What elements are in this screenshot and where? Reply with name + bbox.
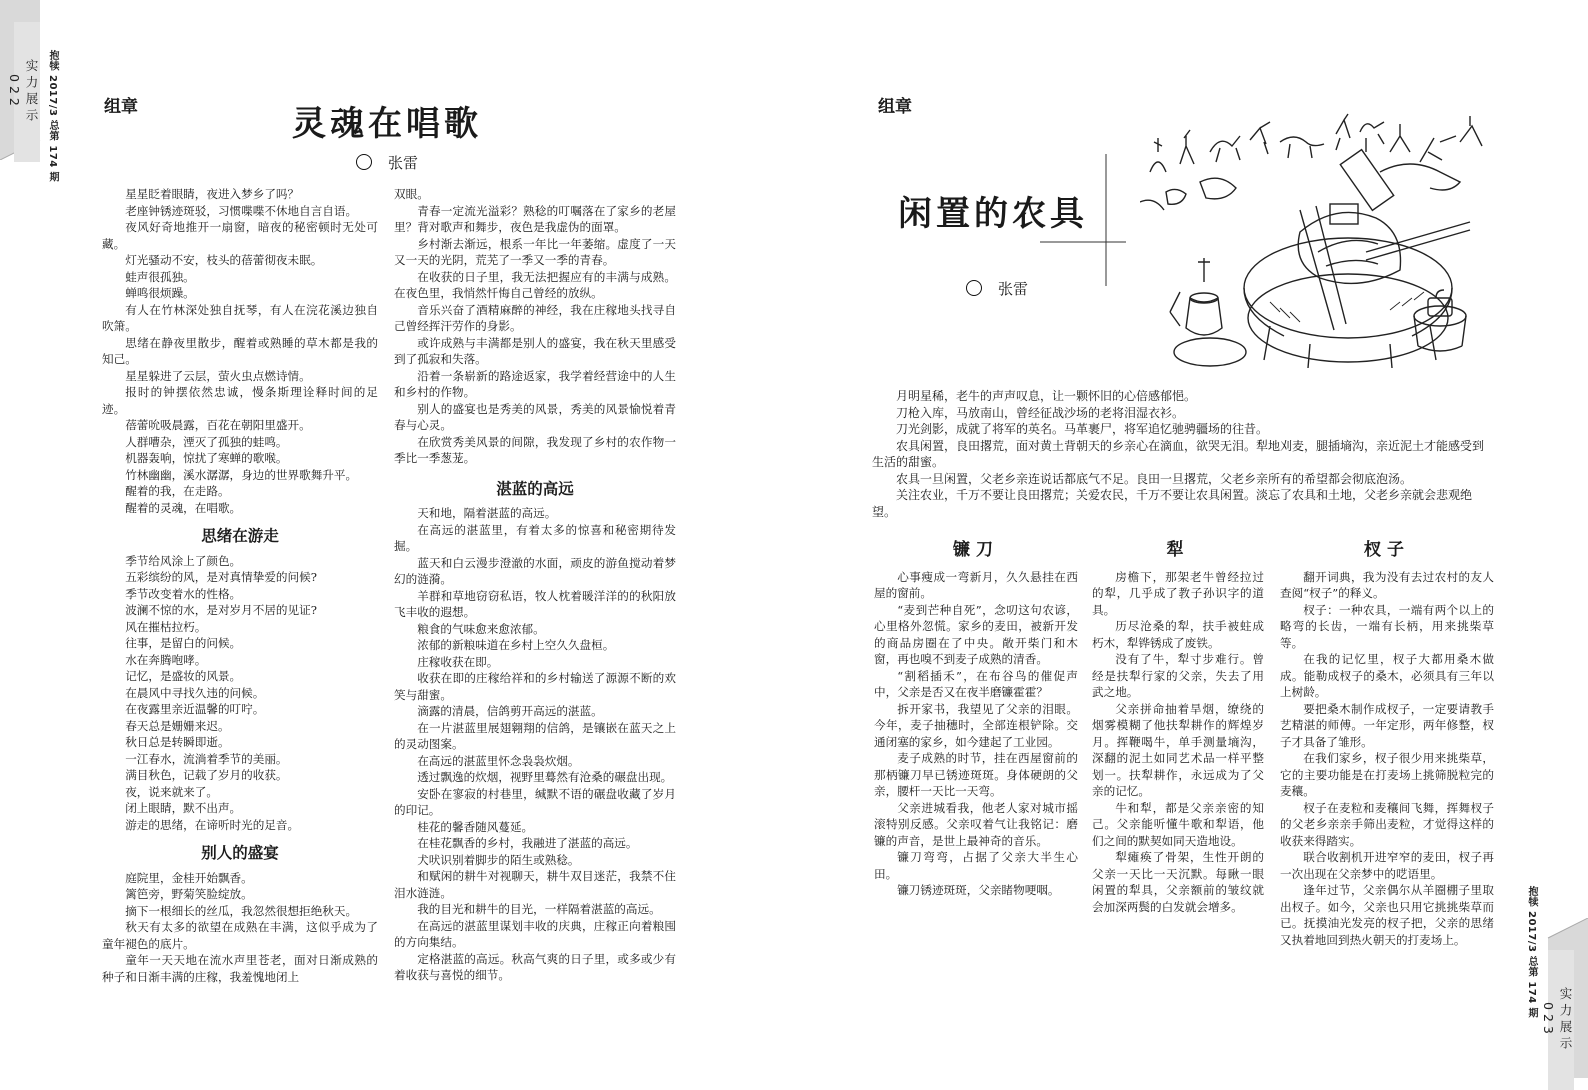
paragraph: 双眼。 [394, 187, 429, 201]
author-line [356, 152, 418, 173]
author-name: 张雷 [388, 154, 419, 172]
paragraph: 犁瘫痪了骨架，生性开朗的父亲一天比一天沉默。每瞅一眼闲置的犁具，父亲额前的皱纹就会加深两鬓的白发就会增多。 [1092, 850, 1264, 914]
paragraph: 沿着一条崭新的路途返家，我学着经营途中的人生和乡村的作物。 [394, 368, 676, 399]
paragraph: 在我的记忆里，杈子大都用桑木做成。能勒成杈子的桑木，必须具有三年以上树龄。 [1280, 652, 1494, 699]
col2-top-paragraphs [394, 186, 676, 467]
paragraph: 童年一天天地在流水声里苍老，面对日渐成熟的种子和日渐丰满的庄稼，我羞愧地闭上 [102, 953, 378, 984]
col1-bottom-paragraphs [102, 870, 378, 986]
paragraph: 音乐兴奋了酒精麻醉的神经，我在庄稼地头找寻自己曾经挥汗劳作的身影。 [394, 302, 676, 333]
paragraph: 水在奔腾咆哮。 [125, 652, 207, 667]
sickle-paragraphs [874, 569, 1078, 899]
right-column-plough [1092, 542, 1264, 915]
paragraph: 浓郁的新粮味道在乡村上空久久盘桓。 [417, 638, 615, 652]
subheading: 别人的盛宴 [201, 844, 279, 862]
paragraph: 庄稼收获在即。 [417, 654, 499, 669]
paragraph: 蓓蕾吮吸晨露，百花在朝阳里盛开。 [125, 418, 311, 432]
right-column-sickle [874, 542, 1078, 899]
paragraph: 滴露的清晨，信鸽剪开高远的湛蓝。 [417, 704, 603, 718]
section-label: 组章 [104, 97, 138, 117]
subheading: 思绪在游走 [201, 527, 279, 545]
paragraph: 在晨风中寻找久违的问候。 [125, 685, 265, 700]
pitchfork-paragraphs [1280, 569, 1494, 949]
left-column-1 [102, 186, 378, 985]
paragraph: 我的目光和耕牛的目光，一样隔着湛蓝的高远。 [417, 902, 661, 916]
paragraph: 一江春水，流淌着季节的美丽。 [125, 751, 288, 766]
right-column-pitchfork [1280, 542, 1494, 948]
paragraph: 父亲拼命抽着旱烟，缭绕的烟雾模糊了他扶犁耕作的辉煌岁月。挥鞭喝牛，单手测量墒沟，深翻的泥土如同艺术品一样平整划一。扶犁耕作，永远成为了父亲的记忆。 [1092, 701, 1264, 798]
paragraph: 蛙声很孤独。 [125, 269, 195, 284]
paragraph: 麦子成熟的时节，挂在西屋窗前的那柄镰刀早已锈迹斑斑。身体硬朗的父亲，腰杆一天比一天弯。 [874, 751, 1078, 798]
paragraph: 春天总是姗姗来迟。 [125, 718, 230, 733]
paragraph: 刀光剑影，成就了将军的英名。马革裹尸，将军追忆驰骋疆场的往昔。 [896, 422, 1269, 436]
paragraph: 报时的钟摆依然忠诚，慢条斯理诠释时间的足迹。 [102, 385, 378, 416]
paragraph: 历尽沧桑的犁，扶手被蛀成朽木，犁铧锈成了废铁。 [1092, 619, 1264, 650]
paragraph: 别人的盛宴也是秀美的风景，秀美的风景愉悦着青春与心灵。 [394, 401, 676, 432]
side-tab-label: 实力展示 [1558, 987, 1573, 1053]
col2-bottom-paragraphs [394, 505, 676, 984]
paragraph: 羊群和草地窃窃私语，牧人枕着暖洋洋的的秋阳放飞丰收的遐想。 [394, 588, 676, 619]
paragraph: 安卧在寥寂的村巷里，缄默不语的碾盘收藏了岁月的印记。 [394, 786, 676, 817]
paragraph: 秋天有太多的欲望在成熟在丰满，这似乎成为了童年褪色的底片。 [102, 920, 378, 951]
paragraph: 竹林幽幽，溪水潺潺，身边的世界歌舞升平。 [125, 467, 358, 482]
author-name: 张雷 [998, 280, 1029, 298]
column-heading-pitchfork: 杈子 [1364, 540, 1410, 560]
paragraph: “割稻插禾”，在布谷鸟的催促声中，父亲是否又在夜半磨镰霍霍？ [874, 668, 1078, 699]
paragraph: 拆开家书，我望见了父亲的泪眼。今年，麦子抽穗时，全部连根铲除。交通闭塞的家乡，如今建起了工业园。 [874, 701, 1078, 749]
paragraph: 父亲进城看我，他老人家对城市摇滚特别反感。父亲叹着气让我铭记：磨镰的声音，是世上最神奇的音乐。 [874, 800, 1078, 848]
paragraph: 收获在即的庄稼给祥和的乡村输送了源源不断的欢笑与甜蜜。 [394, 671, 676, 702]
paragraph: 摘下一根细长的丝瓜，我忽然很想拒绝秋天。 [125, 903, 358, 918]
paragraph: 在高远的湛蓝里，有着太多的惊喜和秘密期待发掘。 [394, 522, 676, 553]
paragraph: 星星眨着眼睛，夜进入梦乡了吗？ [125, 187, 300, 201]
paragraph: 在我们家乡，杈子很少用来挑柴草，它的主要功能是在打麦场上挑筛脱粒完的麦穰。 [1280, 751, 1494, 798]
paragraph: 醒着的我，在走路。 [125, 484, 230, 498]
paragraph: 关注农业，千万不要让良田撂荒；关爱农民，千万不要让农具闲置。淡忘了农具和土地，父老乡亲就会悲观绝望。 [872, 488, 1473, 519]
paragraph: 镰刀锈迹斑斑，父亲睹物哽咽。 [897, 883, 1060, 897]
author-line [966, 278, 1028, 299]
side-tab-right [1541, 950, 1574, 1090]
paragraph: 季节改变着水的性格。 [125, 586, 242, 601]
paragraph: 刀枪入库，马放南山，曾经征战沙场的老将泪湿衣衫。 [896, 405, 1185, 420]
title-cross-lines [1040, 150, 1130, 290]
paragraph: 机器轰响，惊扰了寒蝉的歌喉。 [125, 451, 288, 465]
paragraph: 老座钟锈迹斑驳，习惯喋喋不休地自言自语。 [125, 203, 358, 218]
paragraph: 秋日总是转瞬即逝。 [125, 735, 230, 749]
paragraph: 夜风好奇地推开一扇窗，暗夜的秘密顿时无处可藏。 [102, 220, 378, 251]
paragraph: 往事，是留白的问候。 [125, 636, 242, 650]
paragraph: 犬吠识别着脚步的陌生或熟稔。 [417, 852, 580, 867]
paragraph: 乡村渐去渐远，根系一年比一年萎缩。虚度了一天又一天的光阴，荒芜了一季又一季的青春。 [394, 236, 676, 267]
issue-info-right: 抱犊 2017/3 总第 174 期 [1526, 886, 1537, 1019]
paragraph: 在高远的湛蓝里谋划丰收的庆典，庄稼正向着粮囤的方向集结。 [394, 918, 676, 949]
paragraph: 定格湛蓝的高远。秋高气爽的日子里，或多或少有着收获与喜悦的细节。 [394, 951, 676, 982]
paragraph: 在高远的湛蓝里怀念袅袅炊烟。 [417, 753, 580, 768]
paragraph: “麦到芒种自死”，念叨这句农谚，心里格外忽慌。家乡的麦田，被新开发的商品房圈在了中央。敞开柴门和木窗，再也嗅不到麦子成熟的清香。 [874, 602, 1078, 666]
page-number: 022 [7, 74, 22, 110]
paragraph: 庭院里，金桂开始飘香。 [125, 870, 253, 885]
paragraph: 没有了牛，犁寸步难行。曾经是扶犁行家的父亲，失去了用武之地。 [1092, 652, 1264, 699]
paragraph: 星星躲进了云层，萤火虫点燃诗情。 [125, 368, 311, 383]
column-heading-sickle: 镰刀 [953, 540, 999, 560]
paragraph: 在桂花飘香的乡村，我融进了湛蓝的高远。 [417, 836, 638, 850]
paragraph: 牛和犁，都是父亲亲密的知己。父亲能听懂牛歌和犁语，他们之间的默契如同天造地设。 [1092, 800, 1264, 848]
paragraph: 透过飘逸的炊烟，视野里蓦然有沧桑的碾盘出现。 [417, 770, 673, 784]
side-tab-label: 实力展示 [24, 59, 39, 125]
paragraph: 五彩缤纷的风，是对真情挚爱的问候? [125, 570, 317, 584]
paragraph: 波澜不惊的水，是对岁月不居的见证? [125, 603, 317, 617]
paragraph: 或许成熟与丰满都是别人的盛宴，我在秋天里感受到了孤寂和失落。 [394, 335, 676, 366]
circle-bullet-icon [356, 154, 372, 170]
paragraph: 夜，说来就来了。 [125, 784, 218, 799]
paragraph: 有人在竹林深处独自抚琴，有人在浣花溪边独自吹箫。 [102, 302, 378, 333]
paragraph: 在夜露里亲近温馨的叮咛。 [125, 702, 265, 716]
paragraph: 逢年过节，父亲偶尔从羊圈棚子里取出杈子。如今，父亲也只用它挑挑柴草而已。抚摸油光发亮的杈子把，父亲的思绪又执着地回到热火朝天的打麦场上。 [1280, 883, 1494, 947]
paragraph: 满目秋色，记载了岁月的收获。 [125, 768, 288, 782]
intro-text [872, 388, 1492, 520]
circle-bullet-icon [966, 280, 982, 296]
paragraph: 月明星稀，老牛的声声叹息，让一颗怀旧的心倍感郁悒。 [896, 389, 1197, 403]
left-column-2 [394, 186, 676, 984]
paragraph: 翻开词典，我为没有去过农村的友人查阅“杈子”的释义。 [1280, 569, 1494, 600]
paragraph: 季节给风涂上了颜色。 [125, 553, 242, 568]
paragraph: 和赋闲的耕牛对视聊天，耕牛双目迷茫，我禁不住泪水涟涟。 [394, 869, 676, 900]
paragraph: 天和地，隔着湛蓝的高远。 [417, 506, 557, 520]
paragraph: 农具闲置，良田撂荒，面对黄土背朝天的乡亲心在滴血，欲哭无泪。犁地刈麦，腿插墒沟，亲近泥土才能感受到生活的甜蜜。 [872, 438, 1485, 469]
paragraph: 在欣赏秀美风景的间隙，我发现了乡村的农作物一季比一季葱茏。 [394, 434, 676, 465]
paragraph: 房檐下，那架老牛曾经拉过的犁，几乎成了教子孙识字的道具。 [1092, 569, 1264, 617]
paragraph: 青春一定流光溢彩？熟稔的叮嘱落在了家乡的老屋里？背对歌声和舞步，夜色是我虚伪的面罩。 [394, 203, 676, 234]
article-title: 灵魂在唱歌 [292, 104, 482, 144]
paragraph: 闭上眼睛，默不出声。 [125, 801, 242, 815]
paragraph: 粮食的气味愈来愈浓郁。 [417, 621, 545, 636]
col1-mid-paragraphs [102, 553, 378, 834]
page-number: 023 [1541, 1002, 1556, 1038]
paragraph: 思绪在静夜里散步，醒着或熟睡的草木都是我的知己。 [102, 335, 378, 366]
paragraph: 人群嘈杂，湮灭了孤独的蛙鸣。 [125, 434, 288, 449]
issue-info-left: 抱犊 2017/3 总第 174 期 [47, 50, 58, 183]
paragraph: 桂花的馨香随风蔓延。 [417, 819, 534, 834]
paragraph: 醒着的灵魂，在唱歌。 [125, 500, 242, 515]
paragraph: 联合收割机开进窄窄的麦田，杈子再一次出现在父亲梦中的呓语里。 [1280, 850, 1494, 881]
paragraph: 蓝天和白云漫步澄澈的水面，顽皮的游鱼搅动着梦幻的涟漪。 [394, 555, 676, 586]
paragraph: 农具一旦闲置，父老乡亲连说话都底气不足。良田一旦撂荒，父老乡亲所有的希望都会彻底泡汤。 [896, 471, 1413, 486]
paragraph: 心事瘦成一弯新月，久久悬挂在西屋的窗前。 [874, 569, 1078, 600]
paragraph: 风在摧枯拉朽。 [125, 619, 207, 634]
col1-top-paragraphs [102, 186, 378, 516]
paragraph: 篱笆旁，野菊笑脸绽放。 [125, 887, 253, 901]
paragraph: 在一片湛蓝里展翅翱翔的信鸽，是镶嵌在蓝天之上的灵动图案。 [394, 720, 676, 751]
paragraph: 镰刀弯弯，占据了父亲大半生心田。 [874, 850, 1078, 881]
paragraph: 蝉鸣很烦躁。 [125, 286, 195, 300]
paragraph: 杈子：一种农具，一端有两个以上的略弯的长齿，一端有长柄，用来挑柴草等。 [1280, 602, 1494, 650]
subheading: 湛蓝的高远 [496, 479, 574, 498]
paragraph: 记忆，是盛妆的风景。 [125, 669, 242, 683]
plough-paragraphs [1092, 569, 1264, 916]
article-title: 闲置的农具 [898, 194, 1088, 234]
section-label: 组章 [878, 97, 912, 117]
paragraph: 杈子在麦粒和麦穰间飞舞，挥舞杈子的父老乡亲亲手筛出麦粒，才觉得这样的收获来得踏实。 [1280, 800, 1494, 848]
farm-tools-illustration [1140, 112, 1500, 374]
column-heading-plough: 犁 [1166, 540, 1190, 560]
paragraph: 要把桑木制作成杈子，一定要请教手艺精湛的师傅。一年定形，两年修整，杈子才具备了雏形。 [1280, 701, 1494, 749]
paragraph: 游走的思绪，在谛听时光的足音。 [125, 817, 300, 832]
paragraph: 在收获的日子里，我无法把握应有的丰满与成熟。在夜色里，我悄然忏悔自己曾经的放纵。 [394, 269, 676, 300]
paragraph: 灯光骚动不安，枝头的蓓蕾彻夜未眠。 [125, 253, 323, 267]
side-tab-left [7, 22, 40, 162]
